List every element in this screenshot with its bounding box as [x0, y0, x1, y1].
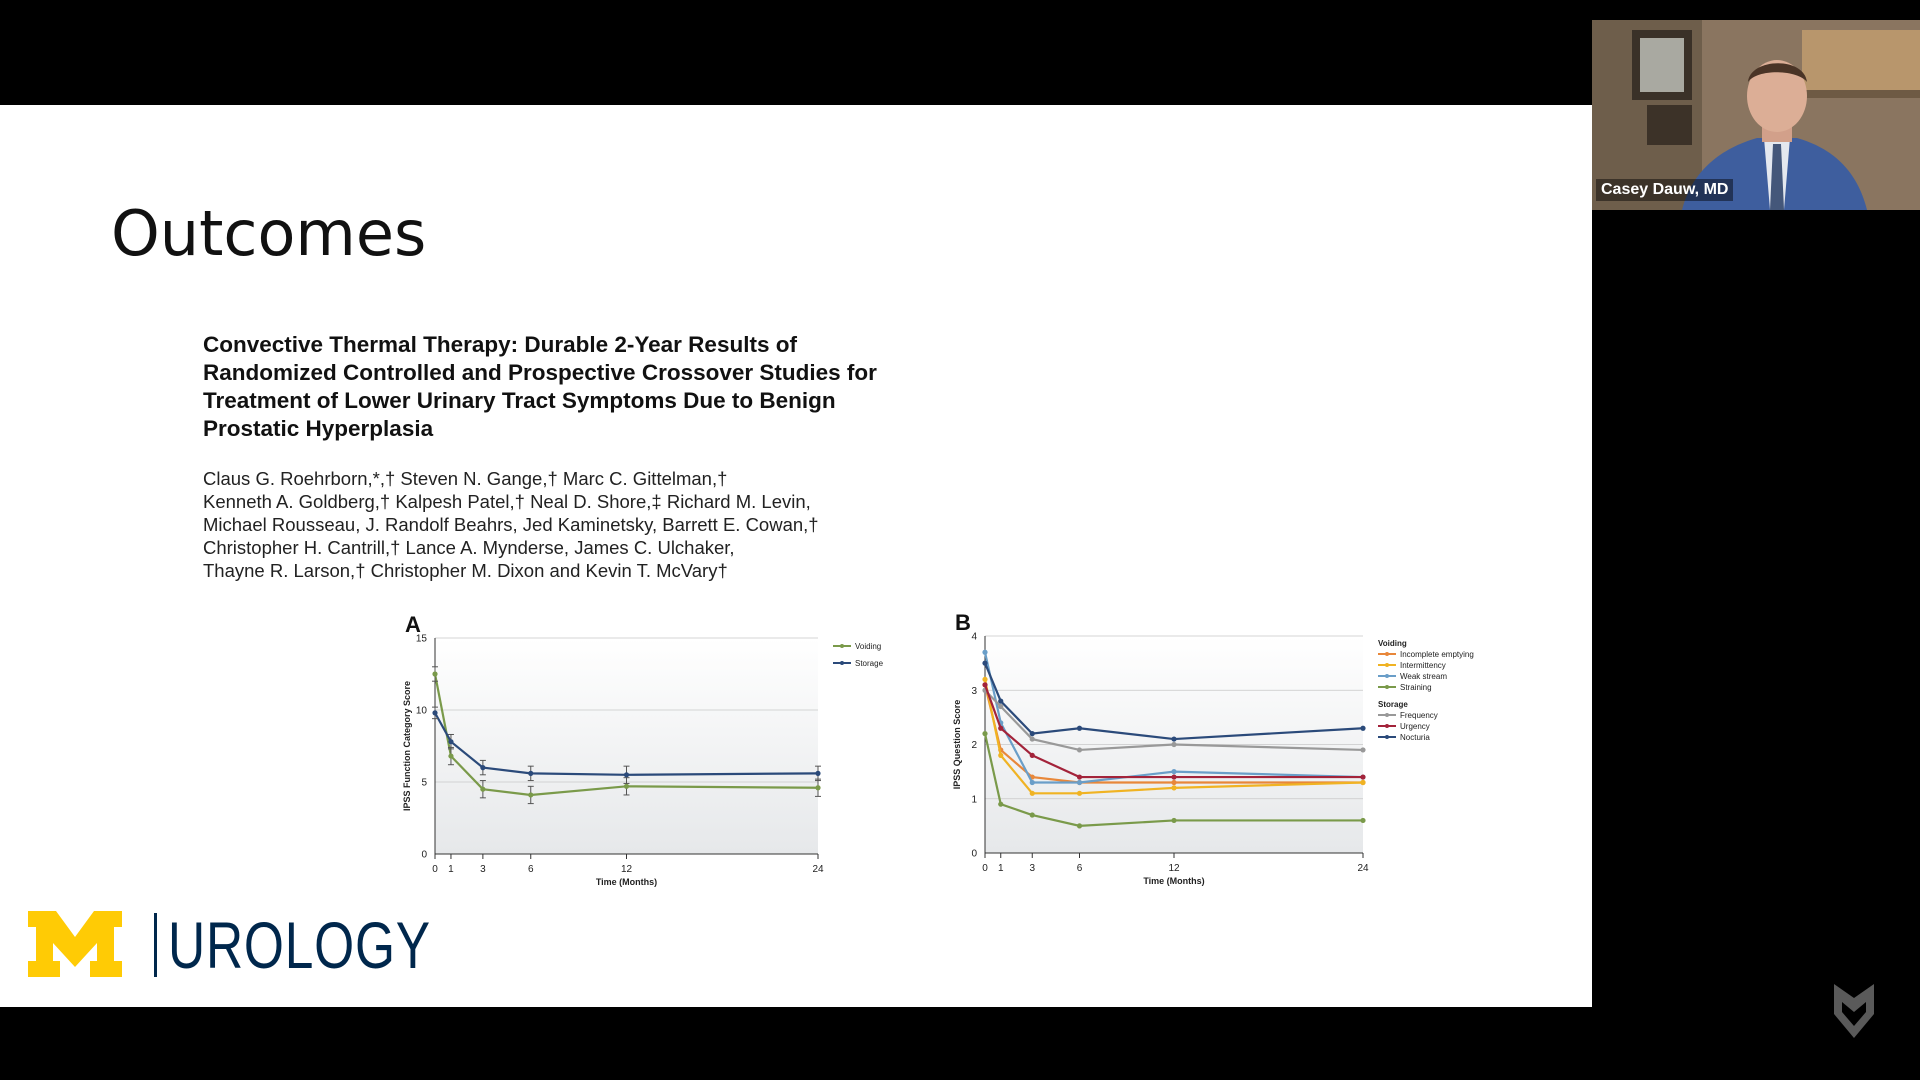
data-point [624, 772, 629, 777]
legend-entry: Weak stream [1400, 672, 1447, 681]
x-tick-label: 12 [620, 864, 633, 875]
chart-panel-a [395, 612, 905, 922]
participant-name-label: Casey Dauw, MD [1596, 179, 1733, 201]
legend-entry: Incomplete emptying [1400, 650, 1474, 659]
author-line: Kenneth A. Goldberg,† Kalpesh Patel,† Neal D. Shore,‡ Richard M. Levin, [203, 491, 811, 512]
data-point [982, 661, 987, 666]
legend-entry: Voiding [855, 642, 882, 651]
data-point [982, 731, 987, 736]
data-point [1077, 791, 1082, 796]
data-point [1077, 780, 1082, 785]
video-picture-frame-2 [1647, 105, 1692, 145]
chart-panel-b [945, 610, 1505, 920]
video-cabinet-shadow [1802, 90, 1920, 98]
legend-marker [1385, 674, 1389, 678]
author-line: Michael Rousseau, J. Randolf Beahrs, Jed Kaminetsky, Barrett E. Cowan,† [203, 514, 819, 535]
author-line: Thayne R. Larson,† Christopher M. Dixon and Kevin T. McVary† [203, 560, 728, 581]
legend-group-label: Storage [1378, 700, 1408, 709]
x-tick-label: 3 [1029, 863, 1036, 874]
panel-label: B [955, 610, 971, 635]
legend-marker [1385, 713, 1389, 717]
paper-title: Convective Thermal Therapy: Durable 2-Year Results of Randomized Controlled and Prospective Crossover Studies for Treatment of Lower Urinary Tract Symptoms Due to Benign Prostatic Hyperplasia [203, 332, 877, 441]
legend-entry: Nocturia [1400, 733, 1430, 742]
data-point [998, 802, 1003, 807]
y-tick-label: 0 [971, 848, 977, 860]
y-tick-label: 2 [971, 740, 977, 751]
data-point [624, 784, 629, 789]
data-point [1030, 736, 1035, 741]
data-point [1360, 818, 1365, 823]
data-point [815, 785, 820, 790]
data-point [1171, 774, 1176, 779]
data-point [528, 771, 533, 776]
legend-marker [1385, 735, 1389, 739]
data-point [432, 671, 437, 676]
data-point [480, 787, 485, 792]
data-point [1171, 785, 1176, 790]
x-tick-label: 1 [448, 864, 454, 875]
watermark-shape [1834, 984, 1874, 1038]
legend-marker [1385, 663, 1389, 667]
participant-video-tile[interactable] [1592, 20, 1920, 210]
data-point [1360, 774, 1365, 779]
legend-entry: Straining [1400, 683, 1432, 692]
data-point [1360, 747, 1365, 752]
data-point [448, 739, 453, 744]
data-point [1030, 780, 1035, 785]
data-point [1171, 769, 1176, 774]
data-point [1360, 780, 1365, 785]
presentation-slide [0, 105, 1592, 1007]
data-point [982, 682, 987, 687]
y-tick-label: 3 [971, 685, 977, 697]
x-tick-label: 0 [982, 863, 988, 874]
video-cabinet [1802, 30, 1920, 90]
data-point [528, 792, 533, 797]
y-axis-label: IPSS Question Score [952, 699, 962, 790]
y-tick-label: 4 [971, 631, 977, 643]
logo-text: UROLOGY [168, 908, 431, 982]
data-point [448, 753, 453, 758]
data-point [1077, 823, 1082, 828]
x-tick-label: 0 [432, 864, 438, 875]
x-tick-label: 3 [480, 864, 486, 875]
data-point [998, 699, 1003, 704]
legend-entry: Urgency [1400, 722, 1430, 731]
block-m-shape [28, 911, 122, 977]
data-point [982, 677, 987, 682]
logo-divider [154, 913, 157, 977]
data-point [1077, 774, 1082, 779]
data-point [480, 765, 485, 770]
data-point [1360, 726, 1365, 731]
y-axis-label: IPSS Function Category Score [402, 680, 412, 812]
data-point [998, 753, 1003, 758]
data-point [1171, 742, 1176, 747]
plot-area [435, 638, 818, 854]
data-point [1030, 731, 1035, 736]
paper-authors [203, 467, 923, 582]
legend-marker [1385, 652, 1389, 656]
data-point [1077, 726, 1082, 731]
legend-marker [1385, 724, 1389, 728]
data-point [1171, 818, 1176, 823]
author-line: Christopher H. Cantrill,† Lance A. Mynderse, James C. Ulchaker, [203, 537, 735, 558]
author-line: Claus G. Roehrborn,*,† Steven N. Gange,† Marc C. Gittelman,† [203, 468, 728, 489]
data-point [1077, 747, 1082, 752]
x-tick-label: 24 [1357, 863, 1369, 874]
legend-entry: Storage [855, 659, 884, 668]
legend-marker [840, 661, 844, 665]
data-point [998, 726, 1003, 731]
legend-group-label: Voiding [1378, 639, 1407, 648]
legend-marker [1385, 685, 1389, 689]
x-tick-label: 12 [1168, 863, 1180, 874]
data-point [1030, 791, 1035, 796]
x-axis-label: Time (Months) [1143, 876, 1205, 886]
slide-title: Outcomes [111, 197, 427, 270]
data-point [998, 704, 1003, 709]
x-tick-label: 24 [812, 864, 824, 875]
legend-marker [840, 644, 844, 648]
data-point [1030, 753, 1035, 758]
brand-watermark-icon [1832, 980, 1876, 1042]
data-point [432, 710, 437, 715]
x-axis-label: Time (Months) [595, 877, 658, 887]
y-tick-label: 0 [421, 849, 427, 861]
data-point [1030, 812, 1035, 817]
y-tick-label: 5 [421, 777, 427, 789]
block-m-logo-icon [28, 911, 122, 977]
video-picture-inner [1640, 38, 1684, 92]
data-point [982, 650, 987, 655]
x-tick-label: 6 [1076, 863, 1083, 874]
y-tick-label: 1 [971, 794, 977, 806]
panel-label: A [405, 612, 421, 637]
data-point [815, 771, 820, 776]
data-point [1171, 780, 1176, 785]
x-tick-label: 6 [527, 864, 534, 875]
x-tick-label: 1 [997, 863, 1004, 874]
y-tick-label: 10 [415, 705, 427, 717]
legend-entry: Frequency [1400, 711, 1438, 720]
data-point [1171, 736, 1176, 741]
legend-entry: Intermittency [1400, 661, 1446, 670]
y-tick-label: 15 [415, 633, 427, 645]
